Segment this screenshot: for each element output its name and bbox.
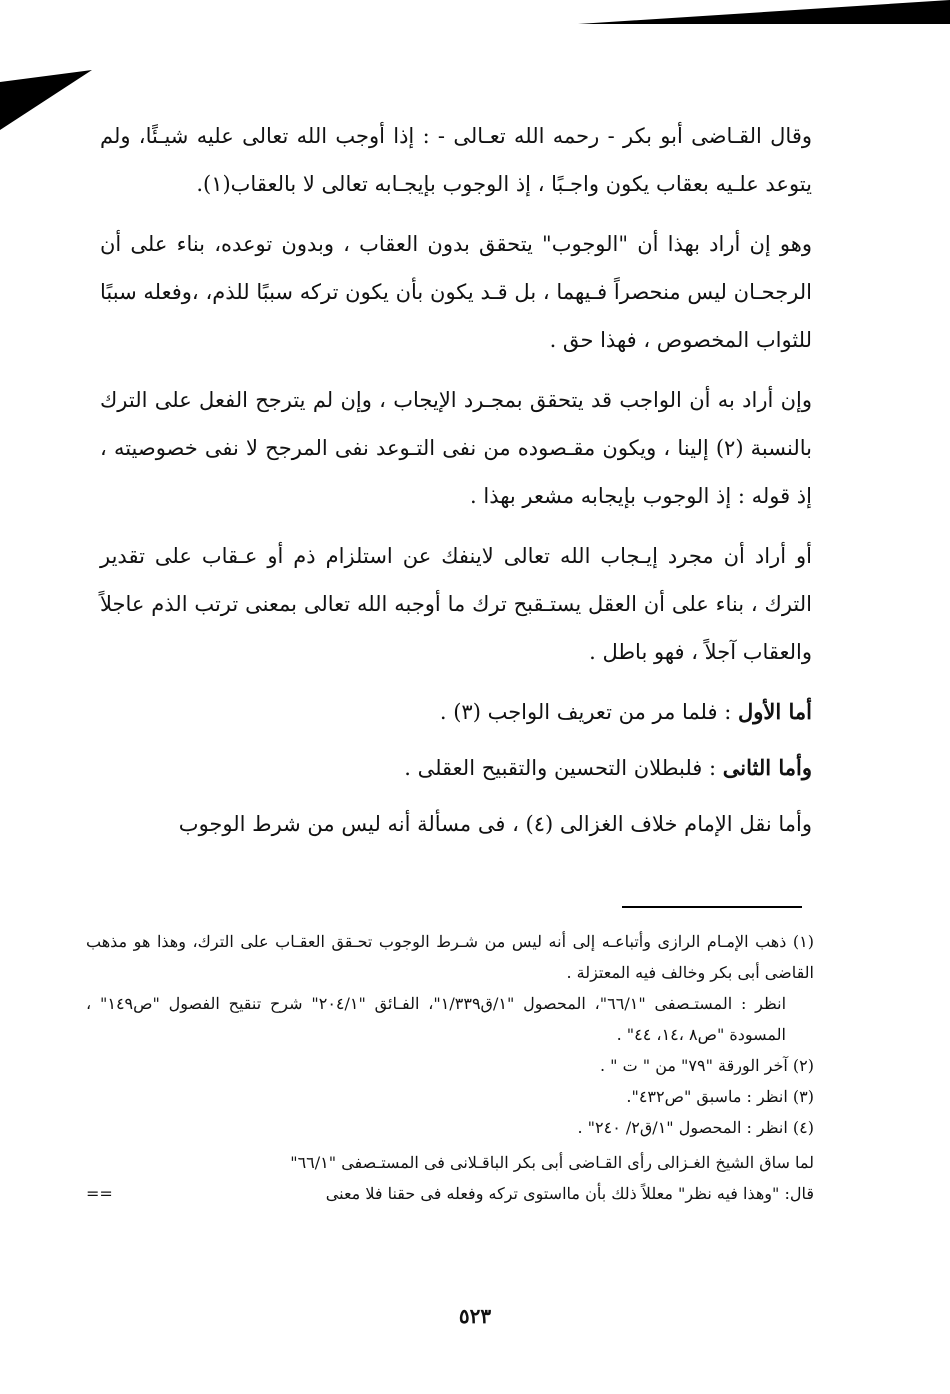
footnote-2: (٢) آخر الورقة "٧٩" من " ت " . bbox=[600, 1056, 814, 1075]
page-number: ٥٢٣ bbox=[458, 1304, 492, 1328]
paragraph-2: وهو إن أراد بهذا أن "الوجوب" يتحقق بدون العقاب ، وبدون توعده، بناء على أن الرجحـان ليس منحصراً فـيهما ، بل قـد يكون بأن يكون تركه سببًا للذم، ،وفعله سببًا للثواب المخصوص ، فهذا حق . bbox=[100, 232, 812, 352]
scan-edge-mark-top bbox=[578, 0, 950, 24]
first-point-text: : فلما مر من تعريف الواجب (٣) . bbox=[439, 700, 732, 724]
scan-edge-mark-left bbox=[0, 70, 92, 130]
footnote-continuation-2: قال: "وهذا فيه نظر" معللاً ذلك بأن مااستوى تركه وفعله فى حقنا فلا معنى bbox=[325, 1184, 814, 1203]
footnote-3: (٣) انظر : ماسبق "ص٤٣٢". bbox=[626, 1087, 814, 1106]
second-point-heading: وأما الثانى bbox=[722, 755, 812, 780]
paragraph-4: أو أراد أن مجرد إيـجاب الله تعالى لاينفك عن استلزام ذم أو عـقاب على تقدير الترك ، بناء على أن العقل يستـقبح ترك ما أوجبه الله تعالى بمعنى ترتب الذم عاجلاً والعقاب آجلاً ، فهو باطل . bbox=[100, 544, 812, 664]
first-point-heading: أما الأول bbox=[737, 699, 812, 724]
footnote-4: (٤) انظر : المحصول "١/ق٢/ ٢٤٠" . bbox=[577, 1118, 814, 1137]
paragraph-first-point bbox=[100, 688, 812, 736]
footnote-1: (١) ذهب الإمـام الرازى وأتباعـه إلى أنه ليس من شـرط الوجوب تحـقق العقـاب على الترك، وهذا هو مذهب القاضى أبى بكر وخالف فيه المعتزلة . bbox=[86, 932, 814, 982]
paragraph-second-point bbox=[100, 744, 812, 792]
footnote-continuation-1: لما ساق الشيخ الغـزالى رأى القـاضى أبى بكر الباقـلانى فى المستـصفى "٦٦/١" bbox=[290, 1153, 814, 1172]
footnote-continuation-2-line bbox=[86, 1178, 814, 1209]
paragraph-last: وأما نقل الإمام خلاف الغزالى (٤) ، فى مسألة أنه ليس من شرط الوجوب bbox=[178, 812, 812, 836]
footnote-1-references: انظر : المستـصفى "٦٦/١"، المحصول "١/ق١/٣٣٩"، الفـائق "٢٠٤/١" شرح تنقيح الفصول "ص١٤٩" ، المسودة "ص٨ ،١٤، ٤٤" . bbox=[86, 994, 787, 1044]
continuation-marker: == bbox=[86, 1184, 113, 1203]
main-text bbox=[100, 112, 812, 860]
paragraph-1: وقال القـاضى أبو بكر - رحمه الله تعـالى - : إذا أوجب الله تعالى عليه شيـئًا، ولم يتوعد علـيه بعقاب يكون واجـبًا ، إذ الوجوب بإيجـابه تعالى لا بالعقاب(١). bbox=[100, 124, 812, 196]
second-point-text: : فلبطلان التحسين والتقبيح العقلى . bbox=[404, 756, 717, 780]
footnote-separator bbox=[622, 906, 802, 908]
footnotes bbox=[86, 926, 814, 1209]
paragraph-3: وإن أراد به أن الواجب قد يتحقق بمجـرد الإيجاب ، وإن لم يترجح الفعل على الترك بالنسبة (٢) إلينا ، ويكون مقـصوده من نفى التـوعد نفى المرجح لا نفى خصوصيته ، إذ قوله : إذ الوجوب بإيجابه مشعر بهذا . bbox=[100, 388, 812, 508]
